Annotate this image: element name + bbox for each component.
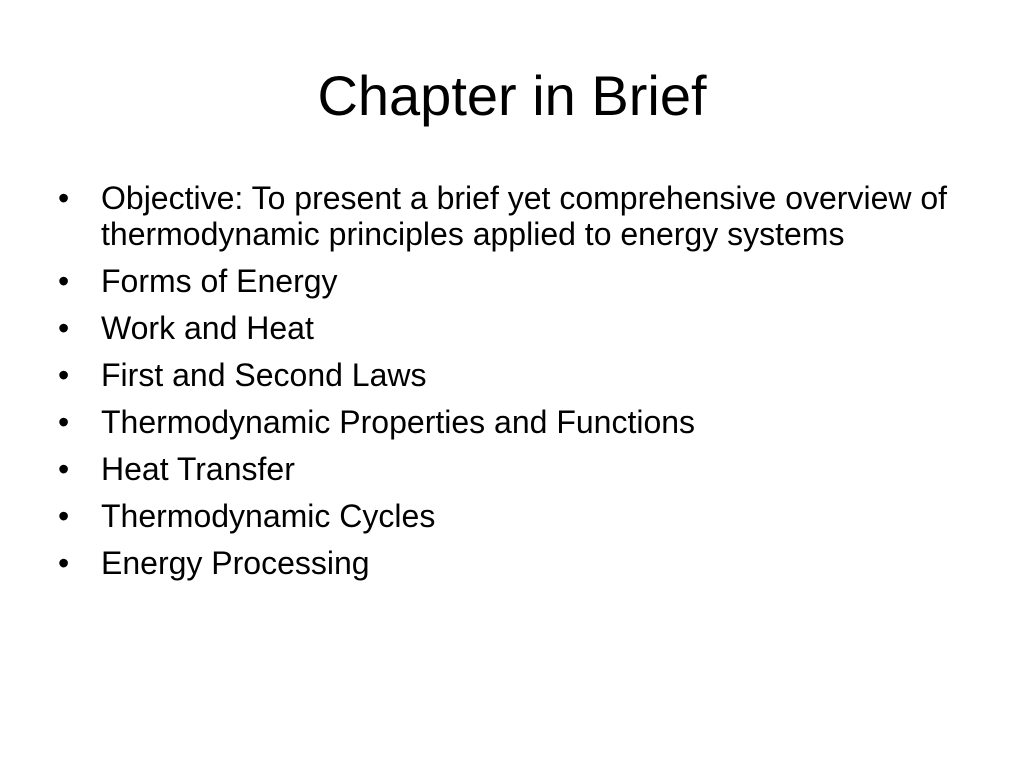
bullet-dot-icon: • [58, 357, 70, 393]
slide-title: Chapter in Brief [317, 64, 707, 127]
bullet-dot-icon: • [58, 451, 70, 487]
bullet-item-thermodynamic-cycles [58, 498, 968, 534]
bullet-text: Forms of Energy [101, 263, 338, 299]
bullet-text: Energy Processing [101, 545, 370, 581]
bullet-dot-icon: • [58, 310, 70, 346]
bullet-dot-icon: • [58, 404, 70, 440]
bullet-item-forms-of-energy [58, 263, 968, 299]
bullet-text: Work and Heat [101, 310, 314, 346]
bullet-list [58, 180, 968, 592]
bullet-item-objective [58, 180, 968, 252]
bullet-item-work-and-heat [58, 310, 968, 346]
bullet-text: Thermodynamic Cycles [101, 498, 436, 534]
bullet-item-first-and-second-laws [58, 357, 968, 393]
bullet-text: First and Second Laws [101, 357, 427, 393]
bullet-item-heat-transfer [58, 451, 968, 487]
bullet-item-energy-processing [58, 545, 968, 581]
bullet-text: Objective: To present a brief yet comprehensive overview of thermodynamic principles applied to energy systems [101, 180, 948, 252]
bullet-dot-icon: • [58, 498, 70, 534]
bullet-dot-icon: • [58, 263, 70, 299]
bullet-text: Thermodynamic Properties and Functions [101, 404, 696, 440]
bullet-text: Heat Transfer [101, 451, 295, 487]
bullet-dot-icon: • [58, 180, 70, 216]
bullet-dot-icon: • [58, 545, 70, 581]
bullet-item-thermodynamic-properties [58, 404, 968, 440]
